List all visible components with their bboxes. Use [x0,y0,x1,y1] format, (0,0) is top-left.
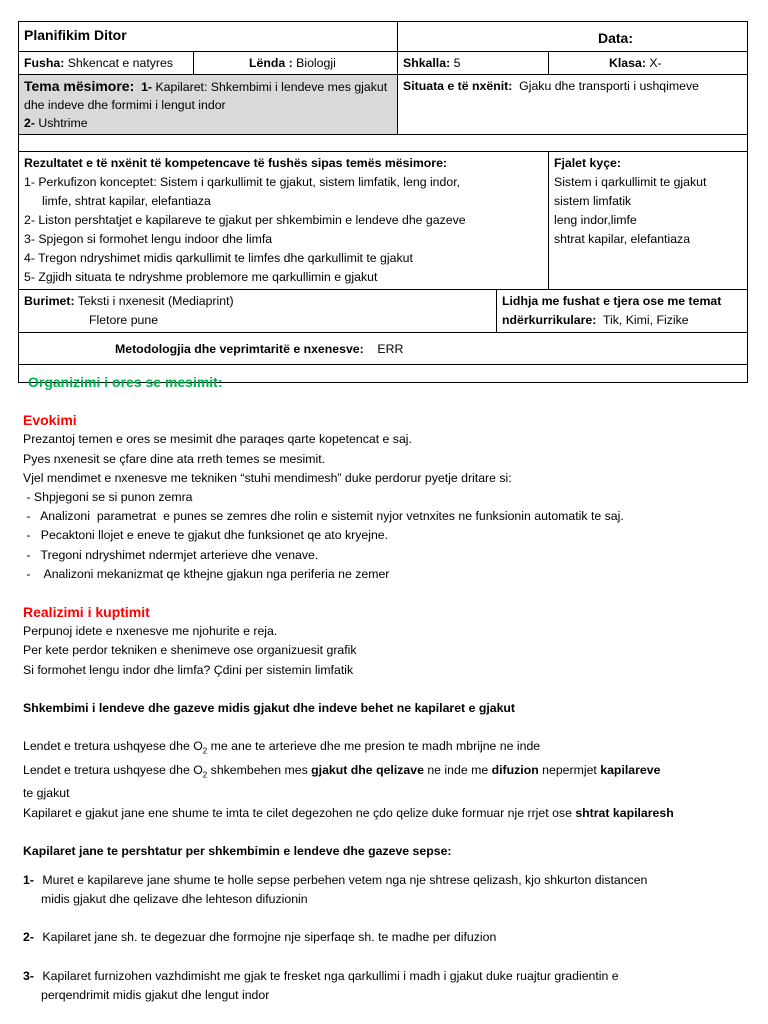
lenda-cell: Lënda : Biologji [194,52,398,75]
evokimi-line: Prezantoj temen e ores se mesimit dhe paraqes qarte kopetencat e saj. [23,432,412,447]
realizimi-line: Per kete perdor tekniken e shenimeve ose organizuesit grafik [23,643,357,658]
situata-cell: Situata e të nxënit: Gjaku dhe transporti i ushqimeve [398,75,748,135]
evokimi-question: - Pecaktoni llojet e eneve te gjakut dhe funksionet qe ato kryejne. [23,528,389,543]
plan-title: Planifikim Ditor [19,22,398,52]
evokimi-heading: Evokimi [23,412,77,429]
shkembimi-subtitle: Shkembimi i lendeve dhe gazeve midis gjakut dhe indeve behet ne kapilaret e gjakut [23,700,516,715]
metodologjia-cell: Metodologjia dhe veprimtaritë e nxenesve: ERR [19,333,748,365]
shkalla-cell: Shkalla: 5 [398,52,549,75]
organizimi-heading: Organizimi i ores se mesimit: [28,374,223,390]
klasa-cell: Klasa: X- [549,52,748,75]
evokimi-line: Vjel mendimet e nxenesve me tekniken “stuhi mendimesh” duke perdorur pyetje dritare si: [23,470,512,485]
fjalet-kyce-cell: Fjalet kyçe: Sistem i qarkullimit te gjakut sistem limfatik leng indor,limfe shtrat kapilar, elefantiaza [549,152,748,290]
lidhja-cell: Lidhja me fushat e tjera ose me temat ndërkurrikulare: Tik, Kimi, Fizike [497,290,748,333]
evokimi-question: - Tregoni ndryshimet ndermjet arterieve dhe venave. [23,547,319,562]
burimet-cell: Burimet: Teksti i nxenesit (Mediaprint) Fletore pune [19,290,497,333]
plan-header-table [18,21,748,383]
realizimi-line: Perpunoj idete e nxenesve me njohurite e reja. [23,624,278,639]
evokimi-question: - Analizoni mekanizmat qe kthejne gjakun nga periferia ne zemer [23,566,390,581]
paragraph-3: Kapilaret e gjakut jane ene shume te imta te cilet degezohen ne çdo qelize duke formuar nje rrjet ose shtrat kapilaresh [23,805,674,820]
adaptation-point-3: 3- Kapilaret furnizohen vazhdimisht me gjak te fresket nga qarkullimi i madh i gjakut duke ruajtur gradientin e [23,968,619,983]
evokimi-line: Pyes nxenesit se çfare dine ata rreth temes se mesimit. [23,451,326,466]
paragraph-1: Lendet e tretura ushqyese dhe $O_2$ me ane te arterieve dhe me presion te madh mbrijne ne inde [23,739,541,756]
date-label: Data: [398,22,748,52]
adaptation-point-1: 1- Muret e kapilareve jane shume te holle sepse perbehen vetem nga nje shtrese qelizash, kjo shkurton distancen [23,872,648,887]
adaptation-point-3-cont: perqendrimit midis gjakut dhe lengut indor [41,987,270,1002]
realizimi-heading: Realizimi i kuptimit [23,604,150,621]
empty-row-1 [19,135,748,152]
evokimi-question: - Shpjegoni se si punon zemra [23,490,193,505]
fusha-cell: Fusha: Shkencat e natyres [19,52,194,75]
adaptations-title: Kapilaret jane te pershtatur per shkembimin e lendeve dhe gazeve sepse: [23,843,452,858]
lesson-body [23,373,748,1005]
paragraph-2: Lendet e tretura ushqyese dhe $O_2$ shkembehen mes gjakut dhe qelizave ne inde me difuzion nepermjet kapilareve te gjakut [23,762,661,801]
rezultatet-cell: Rezultatet e të nxënit të kompetencave të fushës sipas temës mësimore: 1- Perkufizon konceptet: Sistem i qarkullimit te gjakut, sistem limfatik, leng indor, limfe, shtrat kapilar, elefantiaza 2- Liston pershtatjet e kapilareve te gjakut per shkembimin e lendeve dhe gazeve 3- Spjegon si formohet lengu indoor dhe limfa 4- Tregon ndryshimet midis qarkullimit te limfes dhe qarkullimit te gjakut 5- Zgjidh situata te ndryshme problemore me qarkullimin e gjakut [19,152,549,290]
tema-cell: Tema mësimore: 1- Kapilaret: Shkembimi i lendeve mes gjakut dhe indeve dhe formimi i lengut indor 2- Ushtrime [19,75,398,135]
realizimi-line: Si formohet lengu indor dhe limfa? Çdini per sistemin limfatik [23,662,354,677]
adaptation-point-2: 2- Kapilaret jane sh. te degezuar dhe formojne nje siperfaqe sh. te madhe per difuzion [23,930,497,945]
evokimi-question: - Analizoni parametrat e punes se zemres dhe rolin e sistemit nyjor vetnxites ne funksionin automatik te saj. [23,509,624,524]
adaptation-point-1-cont: midis gjakut dhe qelizave dhe lehteson difuzionin [41,892,308,907]
